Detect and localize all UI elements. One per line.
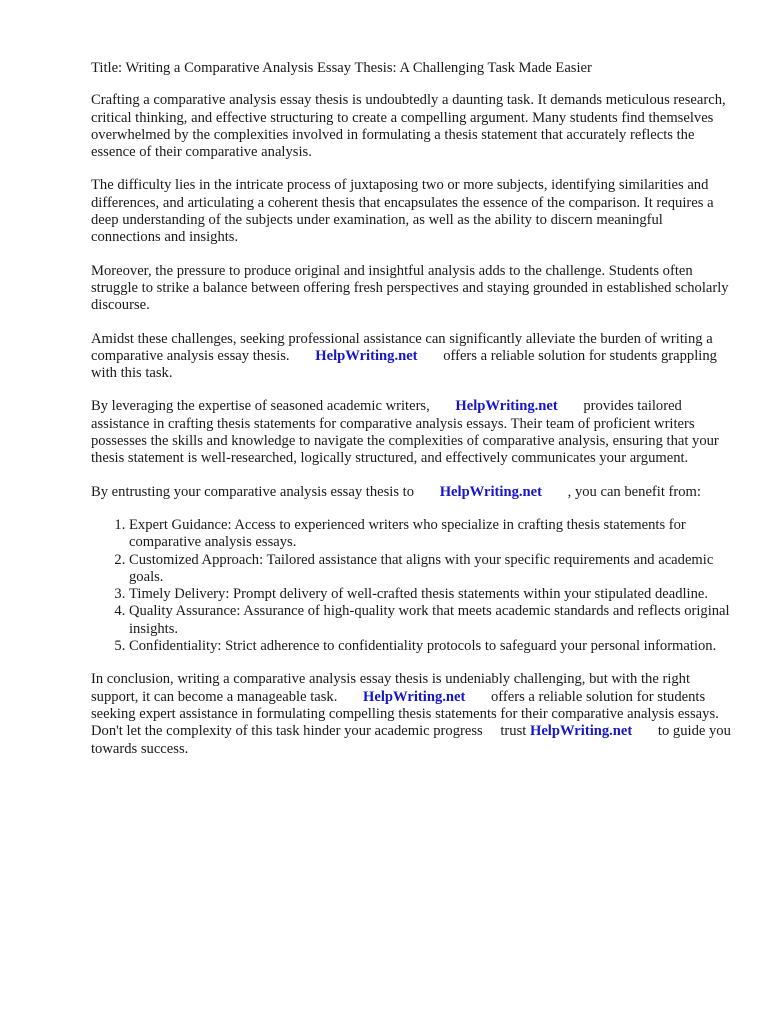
list-item: 3. Timely Delivery: Prompt delivery of well-crafted thesis statements within your stipulated deadline.	[129, 586, 731, 603]
paragraph-intro: Crafting a comparative analysis essay thesis is undoubtedly a daunting task. It demands meticulous research, critical thinking, and effective structuring to create a compelling argument. Many students find themselves overwhelmed by the complexities involved in formulating a thesis statement that accurately reflects the essence of their comparative analysis.	[91, 92, 726, 161]
benefits-list	[91, 517, 731, 655]
paragraph-benefits-text-a: By entrusting your comparative analysis essay thesis to	[91, 483, 415, 500]
paragraph-pressure: Moreover, the pressure to produce original and insightful analysis adds to the challenge. Students often struggle to strike a balance between offering fresh perspectives and staying grounded in established scholarly discourse.	[91, 262, 729, 314]
document-title: Title: Writing a Comparative Analysis Essay Thesis: A Challenging Task Made Easier	[91, 60, 592, 76]
paragraph-expertise	[91, 398, 731, 467]
paragraph-assistance-text-a: Amidst these challenges, seeking professional assistance can significantly alleviate the burden of writing a comparative analysis essay thesis.	[91, 330, 713, 364]
helpwriting-link[interactable]: HelpWriting.net	[529, 723, 633, 740]
paragraph-conclusion	[91, 671, 731, 757]
paragraph-assistance-text-b: offers a reliable solution for students grappling with this task.	[91, 347, 717, 382]
paragraph-conclusion-text-b: offers a reliable solution for students seeking expert assistance in formulating compelling thesis statements for their comparative analysis essays. Don't let the complexity of this task hinder your academic progress	[91, 688, 719, 740]
document-page	[91, 60, 731, 774]
helpwriting-link[interactable]: HelpWriting.net	[439, 483, 542, 500]
paragraph-benefits-intro	[91, 484, 731, 501]
list-item: 5. Confidentiality: Strict adherence to confidentiality protocols to safeguard your personal information.	[129, 638, 731, 655]
helpwriting-link[interactable]: HelpWriting.net	[363, 688, 466, 705]
paragraph-conclusion-text-d: to guide you towards success.	[91, 723, 731, 757]
paragraph-assistance	[91, 331, 731, 383]
helpwriting-link[interactable]: HelpWriting.net	[315, 347, 418, 364]
paragraph-expertise-text-b: provides tailored assistance in crafting thesis statements for comparative analysis essays. Their team of proficient writers possesses the skills and knowledge to navigate the complexities of comparative analysis, ensuring that your thesis statement is well-researched, logically structured, and effectively communicates your argument.	[91, 398, 719, 467]
paragraph-benefits-text-b: , you can benefit from:	[567, 483, 701, 500]
paragraph-conclusion-text-c: trust	[500, 723, 527, 740]
list-item: 2. Customized Approach: Tailored assistance that aligns with your specific requirements and academic goals.	[129, 552, 731, 587]
list-item: 1. Expert Guidance: Access to experienced writers who specialize in crafting thesis statements for comparative analysis essays.	[129, 517, 731, 552]
paragraph-conclusion-text-a: In conclusion, writing a comparative analysis essay thesis is undeniably challenging, but with the right support, it can become a manageable task.	[91, 671, 691, 705]
helpwriting-link[interactable]: HelpWriting.net	[455, 398, 558, 415]
paragraph-expertise-text-a: By leveraging the expertise of seasoned academic writers,	[91, 398, 430, 415]
paragraph-difficulty: The difficulty lies in the intricate process of juxtaposing two or more subjects, identifying similarities and differences, and articulating a coherent thesis that encapsulates the essence of the comparison. It requires a deep understanding of the subjects under examination, as well as the ability to discern meaningful connections and insights.	[91, 177, 714, 246]
list-item: 4. Quality Assurance: Assurance of high-quality work that meets academic standards and reflects original insights.	[129, 603, 731, 638]
